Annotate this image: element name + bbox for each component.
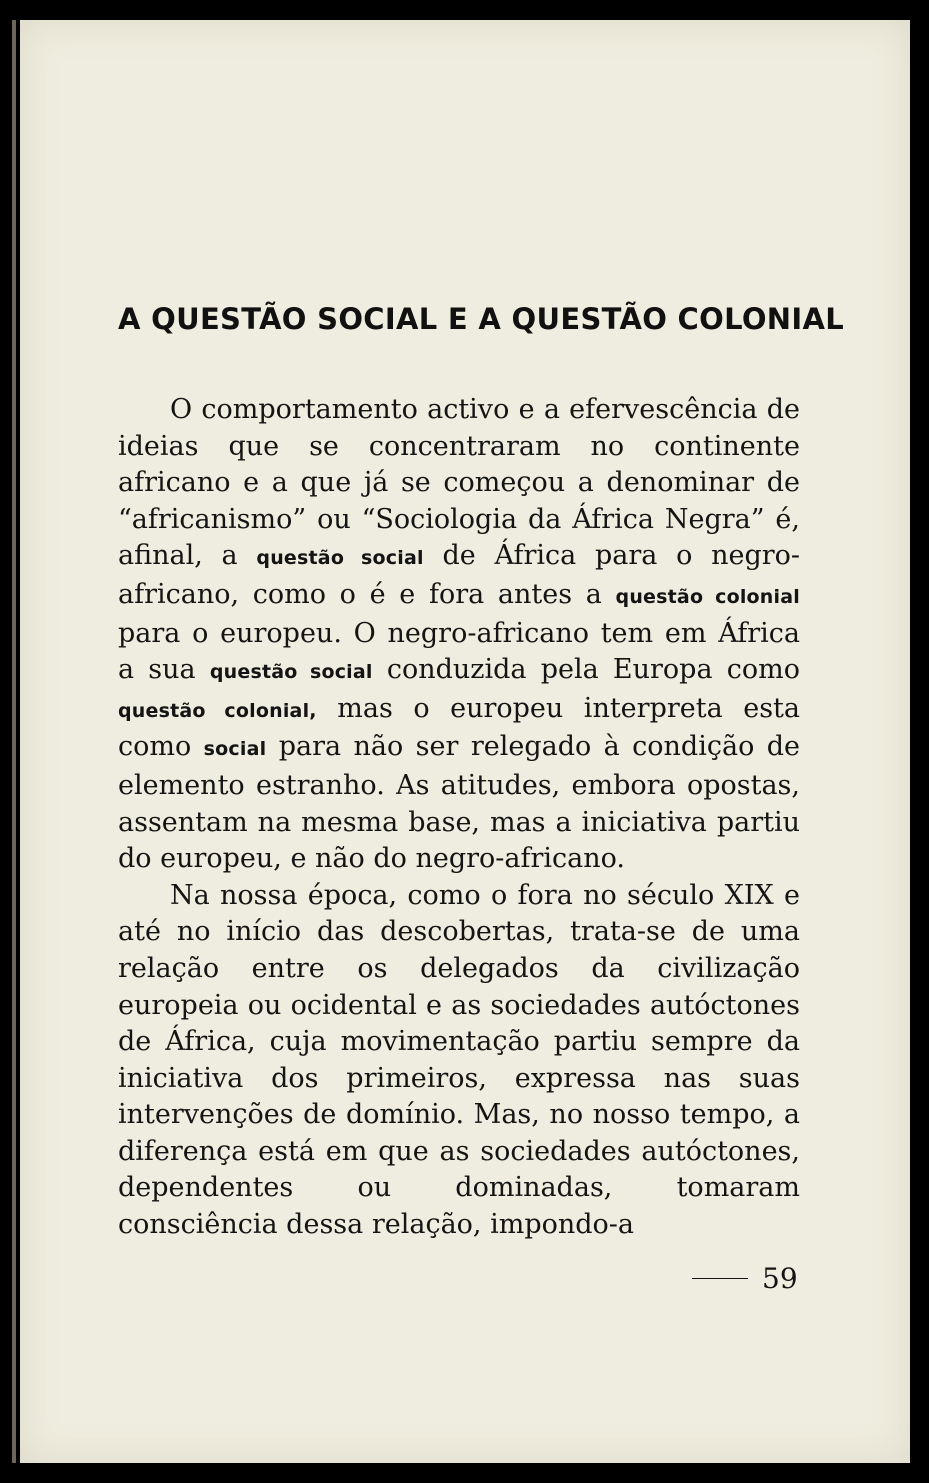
- page-number: 59: [762, 1262, 798, 1295]
- body-text: [118, 392, 800, 1244]
- paragraph-1: [118, 392, 800, 878]
- text-run: de África para o negro-africano, como o é e fora antes a: [118, 540, 801, 610]
- chapter-heading: A QUESTÃO SOCIAL E A QUESTÃO COLONIAL: [118, 302, 844, 336]
- term-questao-social: questão social: [209, 661, 373, 684]
- term-questao-social: questão social: [256, 547, 424, 570]
- text-run: para o europeu. O negro-africano tem em África a sua: [118, 617, 800, 686]
- term-questao-colonial: questão colonial: [615, 585, 800, 608]
- folio-rule: [692, 1278, 748, 1280]
- page-edge-left: [12, 20, 16, 1463]
- term-social: social: [203, 738, 267, 761]
- page-footer: [692, 1262, 798, 1295]
- text-run: O comportamento activo e a efervescência de ideias que se concentraram no continente africano e a que já se começou a denominar de “africanismo” ou “Sociologia da África Negra” é, afinal, a: [118, 394, 800, 572]
- paragraph-2: Na nossa época, como o fora no século XIX e até no início das descobertas, trata-se de uma relação entre os delegados da civilização europeia ou ocidental e as sociedades autóctones de África, cuja movimentação partiu sempre da iniciativa dos primeiros, expressa nas suas intervenções de domínio. Mas, no nosso tempo, a diferença está em que as sociedades autóctones, dependentes ou dominadas, tomaram consciência dessa relação, impondo-a: [118, 879, 800, 1241]
- text-run: conduzida pela Europa como: [372, 654, 800, 686]
- text-run: mas o europeu interpreta esta como: [118, 692, 800, 763]
- text-run: para não ser relegado à condição de elemento estranho. As atitudes, embora opostas, assentam na mesma base, mas a iniciativa partiu do europeu, e não do negro-africano.: [118, 731, 800, 875]
- term-questao-colonial: questão colonial,: [118, 699, 317, 722]
